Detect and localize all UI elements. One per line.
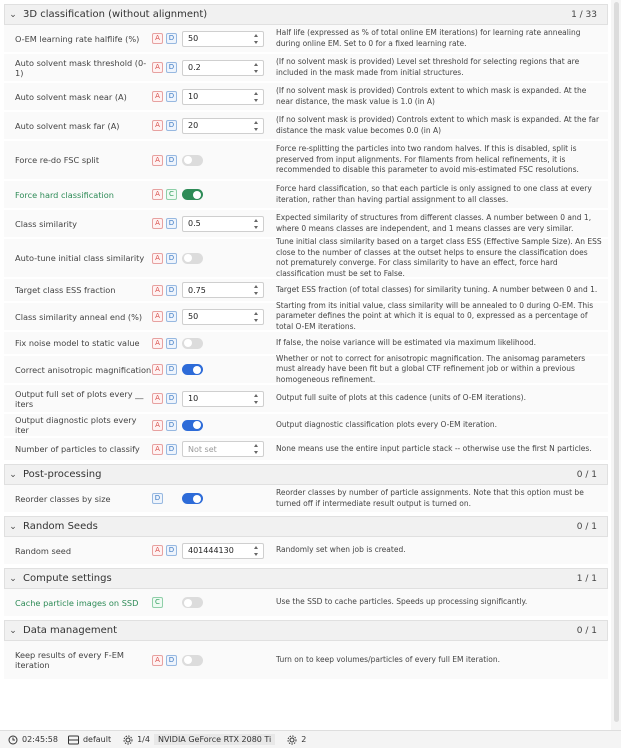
input-value: 0.5 — [188, 219, 201, 228]
parameter-row — [4, 279, 608, 303]
parameter-row — [4, 438, 608, 462]
spinner-icon[interactable] — [253, 546, 260, 556]
parameter-description: None means use the entire input particle stack -- otherwise use the first N particles. — [276, 443, 592, 453]
toggle-knob — [184, 339, 192, 347]
parameter-description: Use the SSD to cache particles. Speeds up processing significantly. — [276, 597, 528, 607]
section-header[interactable] — [4, 620, 608, 641]
parameter-description: Output full suite of plots at this cadence (units of O-EM iterations). — [276, 393, 526, 403]
badge-a: A — [152, 218, 163, 229]
parameter-badges — [152, 91, 182, 102]
section-count: 0 / 1 — [576, 625, 597, 636]
spinner-icon[interactable] — [253, 34, 260, 44]
gpu-status[interactable] — [123, 734, 275, 745]
text-input[interactable] — [182, 441, 264, 457]
spinner-icon[interactable] — [253, 394, 260, 404]
parameter-row — [4, 300, 608, 332]
parameter-label: Auto-tune initial class similarity — [15, 253, 145, 263]
section-count: 1 / 33 — [571, 9, 597, 20]
parameter-control — [182, 118, 270, 134]
parameter-control — [182, 253, 270, 264]
number-input[interactable] — [182, 118, 264, 134]
lane-status[interactable] — [68, 735, 111, 745]
gpu-count: 1/4 — [137, 735, 150, 744]
input-value: 50 — [188, 34, 199, 43]
parameter-label: Random seed — [15, 545, 72, 556]
jobs-count: 2 — [301, 735, 307, 744]
parameter-badges — [152, 597, 182, 608]
badge-d: D — [166, 253, 177, 264]
parameter-description: Turn on to keep volumes/particles of every full EM iteration. — [276, 654, 500, 664]
parameter-label: O-EM learning rate halflife (%) — [15, 33, 140, 44]
parameter-control — [182, 391, 270, 407]
badge-d: D — [166, 33, 177, 44]
parameter-description: Randomly set when job is created. — [276, 545, 406, 555]
parameter-description: (If no solvent mask is provided) Controls extent to which mask is expanded. At the far distance the mask value becomes 0.0 (in A) — [276, 115, 600, 135]
badge-d: D — [166, 155, 177, 166]
parameter-badges — [152, 444, 182, 455]
badge-a: A — [152, 155, 163, 166]
toggle-switch[interactable] — [182, 597, 203, 608]
parameter-control — [182, 543, 270, 559]
badge-c: C — [152, 597, 163, 608]
time-text: 02:45:58 — [22, 735, 58, 744]
badge-a: A — [152, 120, 163, 131]
parameter-description: (If no solvent mask is provided) Controls extent to which mask is expanded. At the near distance, the mask value is 1.0 (in A) — [276, 86, 587, 106]
parameter-control — [182, 216, 270, 232]
number-input[interactable] — [182, 89, 264, 105]
number-input[interactable] — [182, 391, 264, 407]
badge-d: D — [166, 393, 177, 404]
parameter-row — [4, 54, 608, 83]
parameter-label: Force hard classification — [15, 189, 114, 200]
badge-a: A — [152, 393, 163, 404]
chevron-down-icon: ⌄ — [9, 9, 17, 20]
parameter-row — [4, 210, 608, 239]
badge-d: D — [166, 420, 177, 431]
spinner-icon[interactable] — [253, 312, 260, 322]
parameter-badges — [152, 420, 182, 431]
toggle-knob — [184, 656, 192, 664]
parameter-label: Target class ESS fraction — [15, 285, 116, 295]
parameter-badges — [152, 189, 182, 200]
section-count: 0 / 1 — [576, 521, 597, 532]
parameter-row — [4, 83, 608, 112]
parameter-badges — [152, 62, 182, 73]
badge-a: A — [152, 62, 163, 73]
badge-a: A — [152, 189, 163, 200]
badge-d: D — [166, 338, 177, 349]
lane-text: default — [82, 735, 112, 744]
parameter-control — [182, 655, 270, 666]
parameter-control — [182, 309, 270, 325]
parameter-description: Tune initial class similarity based on a target class ESS (Effective Sample Size). An ESS close to the number of classes at the outset helps to ensure the classification does not prematurely converge. For class similarity to have an effect, force hard classification must be set to False. — [276, 237, 602, 278]
input-value: 0.2 — [188, 63, 201, 72]
gpu-name: NVIDIA GeForce RTX 2080 Ti — [154, 734, 275, 745]
section-header[interactable] — [4, 516, 608, 537]
parameter-row — [4, 332, 608, 356]
parameter-label: Reorder classes by size — [15, 493, 111, 504]
parameter-control — [182, 420, 270, 431]
toggle-switch[interactable] — [182, 493, 203, 504]
badge-d: D — [166, 655, 177, 666]
toggle-knob — [193, 191, 201, 199]
number-input[interactable] — [182, 216, 264, 232]
parameter-description: Output diagnostic classification plots every O-EM iteration. — [276, 419, 498, 429]
parameter-badges — [152, 493, 182, 504]
parameter-control — [182, 597, 270, 608]
badge-d: D — [166, 91, 177, 102]
parameter-label: Correct anisotropic magnification — [15, 364, 152, 375]
chevron-down-icon: ⌄ — [9, 521, 17, 532]
parameter-description: Force re-splitting the particles into two random halves. If this is disabled, split is preserved from input alignments. For filaments from helical refinements, it is recommended to disable this parameter to avoid mis-estimated FSC resolutions. — [276, 144, 579, 175]
parameter-badges — [152, 253, 182, 264]
badge-d: D — [152, 493, 163, 504]
gear-icon — [123, 735, 133, 745]
parameter-description: Starting from its initial value, class similarity will be annealed to 0 during O-EM. This parameter defines the point at which it is equal to 0, expressed as a percentage of total O-EM iterations. — [276, 300, 594, 331]
badge-c: C — [166, 189, 177, 200]
parameter-row — [4, 181, 608, 210]
parameter-badges — [152, 155, 182, 166]
badge-a: A — [152, 420, 163, 431]
input-value: 0.75 — [188, 285, 206, 295]
spinner-icon[interactable] — [253, 63, 260, 73]
parameter-description: Force hard classification, so that each particle is only assigned to one class at every iteration, rather than having partial assignment to all classes. — [276, 184, 592, 204]
badge-a: A — [152, 33, 163, 44]
badge-d: D — [166, 62, 177, 73]
section-header[interactable] — [4, 4, 608, 25]
parameter-control — [182, 441, 270, 457]
spinner-icon[interactable] — [253, 219, 260, 229]
parameter-control — [182, 364, 270, 375]
section-count: 0 / 1 — [576, 469, 597, 480]
input-value: 50 — [188, 312, 199, 321]
parameter-label: Keep results of every F-EM iteration — [15, 650, 124, 670]
parameter-badges — [152, 393, 182, 404]
number-input[interactable] — [182, 543, 264, 559]
parameter-row — [4, 537, 608, 566]
parameter-description: Half life (expressed as % of total online EM iterations) for learning rate annealing during online EM. Set to 0 for a fixed learning rate. — [276, 28, 581, 48]
chevron-down-icon: ⌄ — [9, 625, 17, 636]
spinner-icon[interactable] — [253, 444, 260, 454]
parameter-control — [182, 31, 270, 47]
section-title: Data management — [23, 625, 118, 636]
number-input[interactable] — [182, 309, 264, 325]
parameter-badges — [152, 338, 182, 349]
parameter-description: (If no solvent mask is provided) Level set threshold for selecting regions that are included in the mask made from initial structures. — [276, 57, 580, 77]
badge-d: D — [166, 285, 177, 296]
badge-d: D — [166, 444, 177, 455]
toggle-knob — [193, 421, 201, 429]
parameter-description: Whether or not to correct for anisotropic magnification. The anisomag parameters must already have been fit but a global CTF refinement job or within a previous homogeneous refinement. — [276, 353, 586, 384]
section-count: 1 / 1 — [576, 573, 597, 584]
parameter-label: Cache particle images on SSD — [15, 597, 139, 608]
parameter-label: Output full set of plots every __ iters — [15, 388, 144, 409]
chevron-down-icon: ⌄ — [9, 469, 17, 480]
badge-a: A — [152, 545, 163, 556]
parameter-label: Fix noise model to static value — [15, 338, 140, 348]
parameter-control — [182, 189, 270, 200]
parameter-row — [4, 414, 608, 438]
badge-a: A — [152, 91, 163, 102]
parameter-row — [4, 239, 608, 279]
parameter-label: Output diagnostic plots every iter — [15, 415, 137, 435]
parameter-badges — [152, 364, 182, 375]
toggle-knob — [184, 156, 192, 164]
toggle-switch[interactable] — [182, 189, 203, 200]
number-input[interactable] — [182, 282, 264, 298]
parameter-row — [4, 385, 608, 414]
parameter-description: Expected similarity of structures from different classes. A number between 0 and 1, where 0 means classes are independent, and 1 means classes are very similar. — [276, 213, 592, 233]
status-bar — [0, 730, 621, 748]
scrollbar-thumb[interactable] — [614, 2, 619, 722]
parameter-badges — [152, 218, 182, 229]
parameter-description: Target ESS fraction (of total classes) for similarity tuning. A number between 0 and 1. — [276, 284, 598, 294]
input-placeholder: Not set — [188, 444, 217, 454]
spinner-icon[interactable] — [253, 121, 260, 131]
toggle-knob — [193, 366, 201, 374]
toggle-switch[interactable] — [182, 253, 203, 264]
toggle-switch[interactable] — [182, 338, 203, 349]
parameter-badges — [152, 33, 182, 44]
parameter-control — [182, 89, 270, 105]
parameter-badges — [152, 285, 182, 296]
badge-a: A — [152, 253, 163, 264]
parameter-label: Auto solvent mask threshold (0-1) — [15, 57, 147, 78]
number-input[interactable] — [182, 31, 264, 47]
parameter-row — [4, 141, 608, 181]
spinner-icon[interactable] — [253, 285, 260, 295]
parameter-label: Force re-do FSC split — [15, 155, 100, 165]
clock-status — [8, 735, 58, 745]
parameter-row — [4, 112, 608, 141]
badge-a: A — [152, 285, 163, 296]
parameter-label: Number of particles to classify — [15, 444, 140, 454]
section-header[interactable] — [4, 568, 608, 589]
parameter-row — [4, 25, 608, 54]
parameter-badges — [152, 311, 182, 322]
number-input[interactable] — [182, 60, 264, 76]
toggle-switch[interactable] — [182, 655, 203, 666]
badge-d: D — [166, 311, 177, 322]
job-parameters-panel — [4, 4, 608, 720]
toggle-switch[interactable] — [182, 364, 203, 375]
parameter-label: Auto solvent mask near (A) — [15, 91, 127, 102]
parameter-control — [182, 493, 270, 504]
parameter-row — [4, 589, 608, 618]
toggle-switch[interactable] — [182, 155, 203, 166]
jobs-status[interactable] — [287, 735, 306, 745]
input-value: 10 — [188, 394, 199, 403]
input-value: 20 — [188, 121, 199, 130]
parameter-control — [182, 338, 270, 349]
parameter-badges — [152, 120, 182, 131]
parameter-control — [182, 282, 270, 298]
section-title: 3D classification (without alignment) — [23, 9, 208, 20]
parameter-control — [182, 155, 270, 166]
badge-d: D — [166, 218, 177, 229]
parameter-badges — [152, 655, 182, 666]
parameter-description: Reorder classes by number of particle assignments. Note that this option must be turned off if intermediate result output is turned on. — [276, 488, 584, 508]
parameter-row — [4, 485, 608, 514]
toggle-knob — [193, 495, 201, 503]
parameter-row — [4, 353, 608, 385]
badge-a: A — [152, 338, 163, 349]
parameter-label: Class similarity — [15, 218, 77, 229]
parameter-badges — [152, 545, 182, 556]
section-title: Random Seeds — [23, 521, 98, 532]
badge-a: A — [152, 311, 163, 322]
section-header[interactable] — [4, 464, 608, 485]
section-title: Post-processing — [23, 469, 102, 480]
parameter-label: Auto solvent mask far (A) — [15, 120, 120, 131]
parameter-description: If false, the noise variance will be estimated via maximum likelihood. — [276, 337, 536, 347]
spinner-icon[interactable] — [253, 92, 260, 102]
gear-icon — [287, 735, 297, 745]
badge-a: A — [152, 444, 163, 455]
badge-d: D — [166, 545, 177, 556]
server-icon — [68, 735, 79, 745]
scrollbar[interactable] — [611, 0, 621, 730]
badge-a: A — [152, 364, 163, 375]
toggle-knob — [184, 599, 192, 607]
input-value: 401444130 — [188, 546, 234, 555]
badge-d: D — [166, 120, 177, 131]
toggle-switch[interactable] — [182, 420, 203, 431]
section-title: Compute settings — [23, 573, 112, 584]
clock-icon — [8, 735, 18, 745]
parameter-label: Class similarity anneal end (%) — [15, 311, 143, 322]
badge-d: D — [166, 364, 177, 375]
parameter-control — [182, 60, 270, 76]
toggle-knob — [184, 254, 192, 262]
badge-a: A — [152, 655, 163, 666]
parameter-row — [4, 641, 608, 681]
chevron-down-icon: ⌄ — [9, 573, 17, 584]
input-value: 10 — [188, 92, 199, 101]
